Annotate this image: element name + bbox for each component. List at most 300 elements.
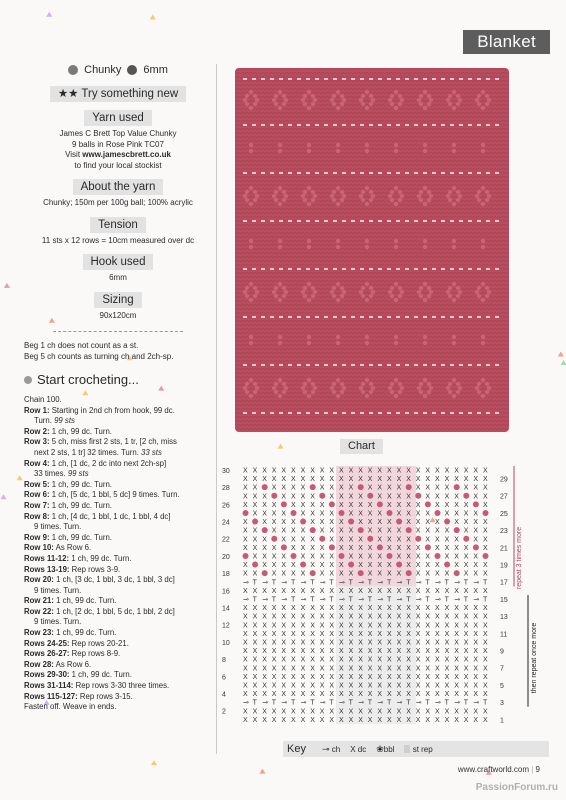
- svg-text:X: X: [300, 467, 306, 475]
- svg-text:X: X: [339, 682, 344, 690]
- svg-text:X: X: [281, 527, 287, 535]
- svg-text:X: X: [262, 605, 267, 613]
- svg-text:X: X: [396, 622, 402, 630]
- key-dc: X dc: [350, 744, 367, 754]
- svg-text:X: X: [339, 562, 344, 570]
- svg-text:X: X: [435, 639, 440, 647]
- svg-text:X: X: [463, 570, 469, 578]
- svg-text:X: X: [435, 673, 440, 681]
- svg-text:X: X: [358, 510, 363, 518]
- svg-text:X: X: [243, 622, 248, 630]
- pattern-row-cont: next 2 sts, 1 tr] 32 times. Turn. 33 sts: [34, 447, 162, 457]
- svg-text:⊸: ⊸: [339, 596, 345, 604]
- svg-text:X: X: [243, 562, 248, 570]
- svg-text:X: X: [329, 639, 335, 647]
- svg-text:X: X: [329, 716, 335, 724]
- svg-text:X: X: [473, 510, 479, 518]
- svg-text:⊸: ⊸: [243, 699, 249, 707]
- svg-text:X: X: [463, 544, 469, 552]
- svg-text:X: X: [252, 691, 258, 699]
- svg-text:X: X: [396, 639, 402, 647]
- svg-text:X: X: [310, 562, 315, 570]
- svg-text:X: X: [454, 510, 459, 518]
- svg-text:⊸: ⊸: [454, 596, 461, 604]
- svg-text:X: X: [483, 708, 488, 716]
- chart-row-label: 3: [500, 700, 504, 708]
- watermark: PassionForum.ru: [475, 782, 558, 793]
- svg-text:X: X: [348, 665, 354, 673]
- svg-text:X: X: [415, 484, 421, 492]
- svg-text:X: X: [291, 630, 296, 638]
- svg-text:T: T: [463, 699, 469, 707]
- svg-text:X: X: [463, 605, 469, 613]
- svg-text:X: X: [243, 682, 248, 690]
- svg-text:X: X: [444, 639, 450, 647]
- svg-text:X: X: [387, 527, 392, 535]
- svg-text:X: X: [291, 527, 296, 535]
- svg-text:X: X: [319, 484, 325, 492]
- svg-text:X: X: [367, 553, 373, 561]
- svg-text:X: X: [339, 716, 344, 724]
- svg-text:X: X: [262, 708, 267, 716]
- svg-text:X: X: [473, 562, 479, 570]
- svg-text:X: X: [271, 467, 277, 475]
- svg-text:X: X: [262, 665, 267, 673]
- svg-text:X: X: [454, 708, 459, 716]
- svg-text:X: X: [281, 536, 287, 544]
- svg-text:X: X: [319, 570, 325, 578]
- pattern-row: Rows 31-114: Rep rows 3-30 three times.: [24, 681, 170, 691]
- svg-text:X: X: [387, 501, 392, 509]
- svg-text:X: X: [435, 622, 440, 630]
- chart-row-label: 6: [222, 674, 226, 682]
- svg-text:X: X: [367, 630, 373, 638]
- svg-text:X: X: [300, 656, 306, 664]
- svg-text:X: X: [329, 519, 335, 527]
- svg-text:X: X: [483, 587, 488, 595]
- svg-text:X: X: [339, 639, 344, 647]
- svg-text:X: X: [271, 639, 277, 647]
- svg-text:X: X: [444, 673, 450, 681]
- svg-text:X: X: [435, 501, 440, 509]
- svg-text:X: X: [300, 630, 306, 638]
- svg-text:X: X: [425, 613, 431, 621]
- svg-text:X: X: [291, 493, 296, 501]
- svg-text:⊸: ⊸: [396, 596, 403, 604]
- svg-text:X: X: [252, 622, 258, 630]
- svg-text:X: X: [387, 622, 392, 630]
- svg-text:X: X: [252, 630, 258, 638]
- svg-text:X: X: [367, 587, 373, 595]
- svg-text:X: X: [415, 716, 421, 724]
- svg-text:X: X: [377, 691, 383, 699]
- svg-text:X: X: [271, 682, 277, 690]
- chart-row-label: 30: [222, 467, 230, 475]
- svg-text:X: X: [281, 673, 287, 681]
- svg-text:X: X: [367, 682, 373, 690]
- svg-text:X: X: [483, 467, 488, 475]
- chart-row-label: 2: [222, 708, 226, 716]
- svg-text:X: X: [319, 553, 325, 561]
- svg-text:X: X: [262, 639, 267, 647]
- svg-text:X: X: [415, 562, 421, 570]
- svg-text:⊸: ⊸: [358, 596, 365, 604]
- svg-text:⊸: ⊸: [358, 579, 365, 587]
- svg-text:X: X: [252, 493, 258, 501]
- svg-text:X: X: [243, 605, 248, 613]
- svg-text:X: X: [319, 630, 325, 638]
- svg-text:X: X: [329, 691, 335, 699]
- pattern-row: Row 20: 1 ch, [3 dc, 1 bbl, 3 dc, 1 bbl, 3 dc]: [24, 575, 175, 585]
- svg-text:X: X: [473, 716, 479, 724]
- svg-text:X: X: [454, 656, 459, 664]
- chart-row-label: 14: [222, 605, 230, 613]
- svg-text:X: X: [262, 553, 267, 561]
- svg-text:X: X: [463, 716, 469, 724]
- svg-text:X: X: [444, 682, 450, 690]
- svg-text:X: X: [358, 562, 363, 570]
- svg-text:X: X: [358, 613, 363, 621]
- svg-text:X: X: [454, 622, 459, 630]
- svg-text:X: X: [473, 639, 479, 647]
- svg-text:X: X: [291, 673, 296, 681]
- svg-text:X: X: [300, 536, 306, 544]
- svg-text:⊸: ⊸: [435, 596, 441, 604]
- svg-text:X: X: [348, 716, 354, 724]
- svg-text:X: X: [252, 673, 258, 681]
- svg-text:X: X: [435, 484, 440, 492]
- svg-text:⊸: ⊸: [262, 579, 269, 587]
- svg-text:X: X: [243, 570, 248, 578]
- svg-text:X: X: [473, 613, 479, 621]
- svg-text:X: X: [271, 630, 277, 638]
- svg-text:X: X: [387, 665, 392, 673]
- svg-text:⊸: ⊸: [396, 579, 403, 587]
- svg-text:X: X: [367, 510, 373, 518]
- chart-heading: Chart: [340, 439, 383, 454]
- svg-text:X: X: [252, 570, 258, 578]
- svg-text:X: X: [358, 665, 363, 673]
- svg-text:X: X: [367, 639, 373, 647]
- svg-text:X: X: [310, 630, 315, 638]
- svg-text:X: X: [425, 639, 431, 647]
- svg-text:X: X: [425, 484, 431, 492]
- svg-text:X: X: [387, 613, 392, 621]
- about-heading: About the yarn: [73, 179, 164, 195]
- svg-text:X: X: [319, 673, 325, 681]
- svg-text:X: X: [281, 691, 287, 699]
- svg-text:X: X: [329, 553, 335, 561]
- tension-heading: Tension: [90, 217, 146, 233]
- svg-text:X: X: [377, 613, 383, 621]
- chart-row-label: 19: [500, 562, 508, 570]
- svg-text:X: X: [387, 630, 392, 638]
- pattern-row: Row 4: 1 ch, [1 dc, 2 dc into next 2ch-sp]: [24, 458, 167, 468]
- svg-text:X: X: [415, 630, 421, 638]
- svg-text:X: X: [415, 467, 421, 475]
- svg-text:X: X: [406, 622, 411, 630]
- svg-text:X: X: [319, 605, 325, 613]
- svg-text:X: X: [329, 630, 335, 638]
- stockist-link[interactable]: www.jamescbrett.co.uk: [82, 150, 171, 159]
- svg-text:⊸: ⊸: [473, 596, 480, 604]
- svg-text:X: X: [463, 665, 469, 673]
- svg-text:X: X: [435, 587, 440, 595]
- svg-text:X: X: [252, 501, 258, 509]
- svg-text:T: T: [387, 579, 392, 587]
- svg-text:X: X: [271, 708, 277, 716]
- footer-site[interactable]: www.craftworld.com: [457, 765, 529, 774]
- svg-text:X: X: [377, 656, 383, 664]
- svg-text:X: X: [339, 484, 344, 492]
- svg-text:X: X: [387, 476, 392, 484]
- svg-text:X: X: [271, 605, 277, 613]
- svg-text:X: X: [319, 665, 325, 673]
- svg-text:X: X: [310, 716, 315, 724]
- svg-text:X: X: [329, 484, 335, 492]
- svg-text:X: X: [377, 536, 383, 544]
- chart-row-label: 21: [500, 545, 508, 553]
- pattern-row-cont: 33 times. 99 sts: [34, 469, 89, 479]
- svg-text:X: X: [300, 639, 306, 647]
- svg-text:X: X: [367, 562, 373, 570]
- key-title: Key: [287, 743, 306, 755]
- svg-text:X: X: [367, 527, 373, 535]
- svg-text:X: X: [396, 691, 402, 699]
- svg-text:X: X: [367, 484, 373, 492]
- svg-text:X: X: [310, 613, 315, 621]
- svg-text:X: X: [435, 493, 440, 501]
- svg-text:X: X: [483, 493, 488, 501]
- svg-text:X: X: [310, 605, 315, 613]
- svg-text:X: X: [243, 519, 248, 527]
- svg-text:X: X: [454, 536, 459, 544]
- svg-text:X: X: [348, 673, 354, 681]
- svg-text:X: X: [243, 501, 248, 509]
- svg-text:T: T: [310, 699, 315, 707]
- svg-text:X: X: [454, 562, 459, 570]
- divider: [53, 331, 183, 332]
- svg-text:X: X: [310, 648, 315, 656]
- svg-text:X: X: [425, 467, 431, 475]
- svg-text:X: X: [387, 673, 392, 681]
- svg-text:X: X: [310, 501, 315, 509]
- pattern-row: Rows 26-27: Rep rows 8-9.: [24, 649, 121, 659]
- svg-text:X: X: [329, 605, 335, 613]
- spec-row: [24, 62, 212, 78]
- chart-row-label: 23: [500, 528, 508, 536]
- svg-text:⊸: ⊸: [473, 699, 480, 707]
- svg-text:X: X: [300, 493, 306, 501]
- svg-text:X: X: [281, 613, 287, 621]
- svg-text:X: X: [281, 656, 287, 664]
- svg-text:X: X: [243, 716, 248, 724]
- svg-text:X: X: [387, 562, 392, 570]
- svg-text:X: X: [406, 493, 411, 501]
- svg-text:X: X: [243, 587, 248, 595]
- pattern-row: Row 8: 1 ch, [4 dc, 1 bbl, 1 dc, 1 bbl, 4 dc]: [24, 511, 171, 521]
- yarn-line4: to find your local stockist: [74, 160, 162, 170]
- svg-text:⊸: ⊸: [415, 699, 422, 707]
- svg-text:X: X: [329, 467, 335, 475]
- svg-text:X: X: [444, 613, 450, 621]
- svg-text:X: X: [300, 510, 306, 518]
- svg-text:X: X: [406, 476, 411, 484]
- svg-text:X: X: [396, 467, 402, 475]
- svg-text:X: X: [387, 570, 392, 578]
- svg-text:X: X: [454, 544, 459, 552]
- svg-text:X: X: [252, 656, 258, 664]
- svg-text:X: X: [319, 544, 325, 552]
- svg-text:X: X: [425, 691, 431, 699]
- chart-row-label: 15: [500, 596, 508, 604]
- svg-text:X: X: [444, 656, 450, 664]
- svg-text:X: X: [454, 605, 459, 613]
- svg-text:X: X: [454, 665, 459, 673]
- svg-text:T: T: [291, 699, 296, 707]
- svg-text:X: X: [329, 510, 335, 518]
- svg-text:X: X: [463, 467, 469, 475]
- svg-text:X: X: [463, 622, 469, 630]
- svg-text:X: X: [319, 587, 325, 595]
- svg-text:T: T: [406, 579, 411, 587]
- svg-text:X: X: [463, 501, 469, 509]
- svg-text:X: X: [291, 476, 296, 484]
- svg-text:X: X: [291, 587, 296, 595]
- svg-text:T: T: [329, 699, 334, 707]
- svg-text:X: X: [271, 587, 277, 595]
- svg-text:X: X: [252, 536, 258, 544]
- svg-text:X: X: [329, 570, 335, 578]
- pattern-row: Row 10: As Row 6.: [24, 543, 92, 553]
- svg-text:X: X: [444, 708, 450, 716]
- svg-text:X: X: [291, 613, 296, 621]
- svg-text:X: X: [387, 691, 392, 699]
- svg-text:X: X: [358, 682, 363, 690]
- svg-text:X: X: [348, 553, 354, 561]
- svg-text:X: X: [463, 630, 469, 638]
- svg-text:X: X: [454, 519, 459, 527]
- svg-text:X: X: [291, 648, 296, 656]
- svg-text:X: X: [291, 562, 296, 570]
- svg-text:X: X: [319, 622, 325, 630]
- svg-text:X: X: [435, 613, 440, 621]
- svg-text:T: T: [483, 699, 488, 707]
- svg-text:X: X: [396, 536, 402, 544]
- svg-text:X: X: [262, 467, 267, 475]
- svg-text:T: T: [271, 699, 277, 707]
- svg-text:X: X: [271, 476, 277, 484]
- svg-text:X: X: [473, 630, 479, 638]
- svg-text:X: X: [463, 476, 469, 484]
- svg-text:X: X: [425, 562, 431, 570]
- svg-text:X: X: [406, 708, 411, 716]
- svg-text:X: X: [262, 501, 267, 509]
- svg-text:X: X: [367, 673, 373, 681]
- svg-text:X: X: [435, 656, 440, 664]
- svg-text:X: X: [252, 682, 258, 690]
- svg-text:X: X: [473, 691, 479, 699]
- svg-text:X: X: [262, 562, 267, 570]
- svg-text:X: X: [300, 605, 306, 613]
- chart-row-label: 13: [500, 614, 508, 622]
- svg-text:T: T: [348, 579, 353, 587]
- svg-text:⊸: ⊸: [454, 579, 461, 587]
- svg-text:⊸: ⊸: [281, 579, 288, 587]
- svg-text:X: X: [271, 716, 277, 724]
- svg-text:T: T: [252, 596, 257, 604]
- svg-text:X: X: [406, 716, 411, 724]
- svg-text:X: X: [377, 519, 383, 527]
- svg-text:X: X: [348, 587, 354, 595]
- bullet-icon: [24, 376, 32, 384]
- svg-text:T: T: [252, 699, 257, 707]
- svg-text:X: X: [425, 682, 431, 690]
- svg-text:X: X: [300, 673, 306, 681]
- svg-text:⊸: ⊸: [377, 699, 384, 707]
- svg-text:X: X: [243, 708, 248, 716]
- svg-text:X: X: [435, 605, 440, 613]
- svg-text:X: X: [339, 493, 344, 501]
- svg-text:T: T: [444, 596, 449, 604]
- svg-text:⊸: ⊸: [243, 596, 249, 604]
- svg-text:X: X: [415, 527, 421, 535]
- svg-text:X: X: [473, 484, 479, 492]
- svg-text:X: X: [281, 639, 287, 647]
- svg-text:X: X: [473, 656, 479, 664]
- svg-text:X: X: [483, 682, 488, 690]
- svg-text:X: X: [367, 544, 373, 552]
- yarn-line1: James C Brett Top Value Chunky: [59, 129, 177, 138]
- svg-text:X: X: [329, 562, 335, 570]
- svg-text:X: X: [396, 501, 402, 509]
- svg-text:X: X: [396, 716, 402, 724]
- svg-text:X: X: [243, 613, 248, 621]
- svg-text:⊸: ⊸: [281, 699, 288, 707]
- svg-text:X: X: [262, 544, 267, 552]
- svg-text:X: X: [377, 510, 383, 518]
- svg-text:⊸: ⊸: [415, 579, 422, 587]
- svg-text:X: X: [396, 708, 402, 716]
- svg-text:T: T: [463, 596, 469, 604]
- svg-text:X: X: [243, 691, 248, 699]
- svg-text:X: X: [425, 536, 431, 544]
- pattern-row: Row 5: 1 ch, 99 dc. Turn.: [24, 479, 112, 489]
- svg-text:T: T: [483, 596, 488, 604]
- svg-text:X: X: [339, 605, 344, 613]
- svg-text:X: X: [387, 656, 392, 664]
- svg-text:X: X: [243, 630, 248, 638]
- pattern-row: Row 28: As Row 6.: [24, 659, 92, 669]
- svg-text:X: X: [444, 630, 450, 638]
- svg-text:X: X: [319, 527, 325, 535]
- svg-text:X: X: [444, 587, 450, 595]
- svg-text:X: X: [300, 665, 306, 673]
- svg-text:X: X: [454, 716, 459, 724]
- svg-text:X: X: [281, 648, 287, 656]
- svg-text:X: X: [281, 622, 287, 630]
- svg-text:X: X: [329, 708, 335, 716]
- svg-text:X: X: [310, 691, 315, 699]
- svg-text:⊸: ⊸: [435, 699, 441, 707]
- svg-text:X: X: [396, 476, 402, 484]
- svg-text:X: X: [252, 716, 258, 724]
- svg-text:X: X: [454, 467, 459, 475]
- svg-text:⊸: ⊸: [262, 699, 269, 707]
- svg-text:⊸: ⊸: [377, 579, 384, 587]
- svg-text:X: X: [387, 639, 392, 647]
- svg-text:X: X: [243, 639, 248, 647]
